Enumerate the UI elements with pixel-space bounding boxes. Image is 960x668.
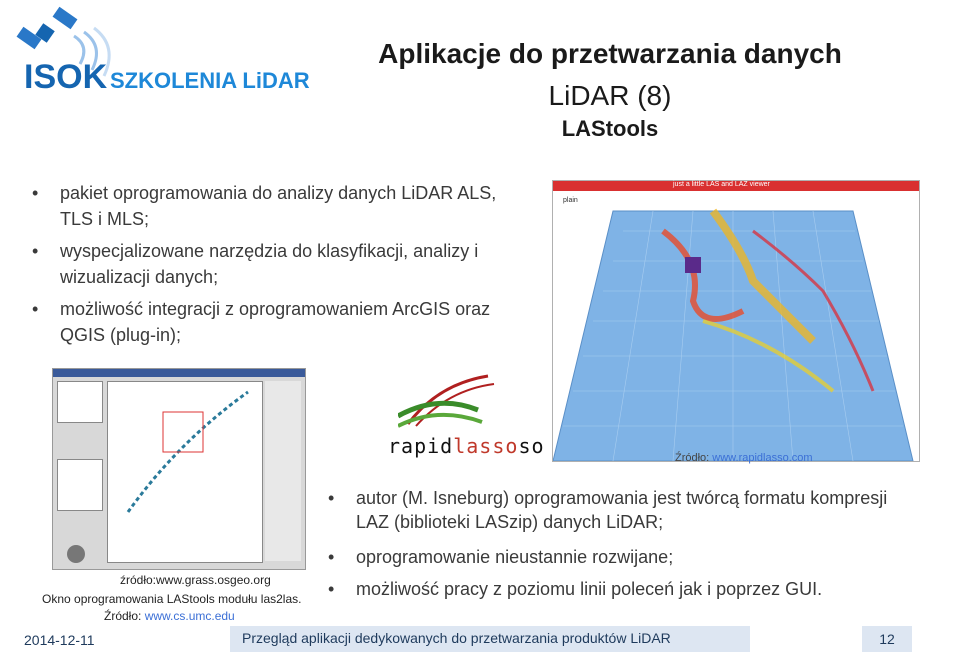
caption-prefix: Źródło:	[104, 609, 145, 623]
source-note-rapidlasso	[675, 452, 813, 464]
point-cloud-image	[553, 191, 919, 461]
bullet-dot-icon: •	[328, 488, 335, 508]
gui-file-list	[57, 381, 103, 423]
logo-szkolenia-text: SZKOLENIA LiDAR	[110, 68, 310, 93]
bullet-item	[328, 577, 916, 601]
bullet-dot-icon: •	[32, 299, 39, 319]
page-number: 12	[862, 626, 912, 652]
bullet-item	[32, 180, 530, 232]
gui-map-panel	[107, 381, 263, 563]
rapidlasso-part1: rapid	[388, 434, 454, 458]
gui-info-panel	[57, 459, 103, 511]
bullet-dot-icon: •	[32, 183, 39, 203]
bullet-text: możliwość integracji z oprogramowaniem ArcGIS oraz QGIS (plug-in);	[60, 299, 491, 345]
gui-globe-icon	[67, 545, 85, 563]
bullet-item	[32, 296, 530, 348]
page-title-line2: LiDAR (8)	[548, 80, 672, 111]
page-title-line1: Aplikacje do przetwarzania danych	[378, 38, 842, 69]
bullet-item	[328, 545, 916, 569]
footer-title: Przegląd aplikacji dedykowanych do przetwarzania produktów LiDAR	[242, 630, 671, 646]
bullet-dot-icon: •	[328, 579, 335, 599]
bullet-text: oprogramowanie nieustannie rozwijane;	[356, 547, 674, 567]
caption-gui-description: Okno oprogramowania LAStools modułu las2las.	[42, 592, 302, 606]
rapidlasso-suffix: so	[518, 434, 545, 458]
source-prefix: Źródło:	[675, 452, 713, 464]
las-viewer-screenshot	[552, 180, 920, 462]
source-link[interactable]: www.rapidlasso.com	[712, 452, 813, 464]
rapidlasso-feather-icon	[398, 374, 498, 434]
bullet-text: możliwość pracy z poziomu linii poleceń jak i poprzez GUI.	[356, 579, 823, 599]
caption-umc-source	[104, 609, 235, 623]
gui-titlebar	[53, 369, 305, 377]
bullet-dot-icon: •	[32, 241, 39, 261]
bullet-text: autor (M. Isneburg) oprogramowania jest twórcą formatu kompresji LAZ (biblioteki LASzip) danych LiDAR;	[356, 488, 888, 532]
viewer-label: plain	[563, 197, 578, 204]
bullet-text: wyspecjalizowane narzędzia do klasyfikacji, analizy i wizualizacji danych;	[60, 241, 479, 287]
viewer-window-title: just a little LAS and LAZ viewer	[673, 181, 770, 188]
caption-link[interactable]: www.cs.umc.edu	[144, 609, 235, 623]
bullet-text: pakiet oprogramowania do analizy danych LiDAR ALS, TLS i MLS;	[60, 183, 497, 229]
rapidlasso-logo-text	[388, 434, 545, 458]
footer-date: 2014-12-11	[24, 632, 95, 648]
gui-button-column	[265, 381, 301, 561]
gui-tiles-graphic	[108, 382, 262, 562]
bullet-dot-icon: •	[328, 547, 335, 567]
bullet-item	[32, 238, 530, 290]
bullet-item	[328, 486, 916, 534]
rapidlasso-part2: lasso	[453, 434, 519, 458]
lastools-gui-screenshot	[52, 368, 306, 570]
caption-grass-source: źródło:www.grass.osgeo.org	[120, 573, 271, 587]
page-subtitle: LAStools	[561, 116, 659, 141]
logo-isok-text: ISOK	[24, 58, 108, 96]
